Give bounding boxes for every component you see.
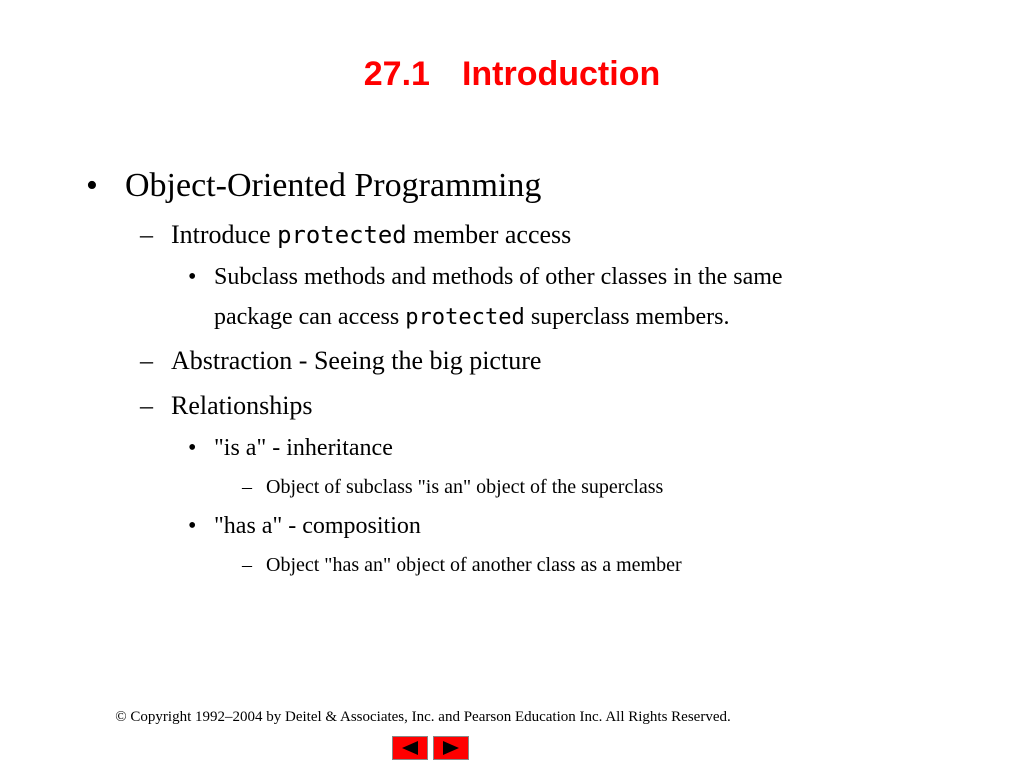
protected-keyword: protected (405, 305, 525, 330)
title-text: Introduction (461, 55, 661, 93)
dash-marker: – (140, 346, 153, 375)
bullet-abstraction: Abstraction - Seeing the big picture (171, 346, 542, 375)
bullet-is-a: "is a" - inheritance (214, 435, 393, 461)
bullet-subclass-line2 (214, 302, 729, 333)
bullet-marker: • (188, 435, 197, 461)
dash-marker: – (242, 476, 252, 498)
right-arrow-icon (441, 740, 461, 756)
slide-title (0, 52, 1024, 96)
bullet-is-a-detail: Object of subclass "is an" object of the superclass (266, 476, 664, 498)
bullet-oop: Object-Oriented Programming (125, 167, 542, 204)
protected-keyword: protected (277, 221, 407, 249)
next-slide-button[interactable] (433, 736, 469, 760)
bullet-has-a: "has a" - composition (214, 513, 421, 539)
bullet-marker: • (188, 513, 197, 539)
bullet-relationships: Relationships (171, 391, 313, 420)
subclass-post: superclass members. (524, 304, 730, 330)
previous-slide-button[interactable] (392, 736, 428, 760)
dash-marker: – (242, 554, 252, 576)
dash-marker: – (140, 391, 153, 420)
subclass-pre: package can access (214, 304, 406, 330)
dash-marker: – (140, 220, 153, 249)
section-number: 27.1 (363, 55, 430, 93)
protected-post: member access (406, 220, 572, 249)
copyright-footer: © Copyright 1992–2004 by Deitel & Associates, Inc. and Pearson Education Inc. All Rights Reserved. (115, 709, 731, 725)
bullet-subclass-line1: Subclass methods and methods of other classes in the same (214, 264, 783, 290)
protected-pre: Introduce (171, 220, 278, 249)
bullet-marker: • (86, 167, 98, 204)
bullet-has-a-detail: Object "has an" object of another class as a member (266, 554, 682, 576)
bullet-marker: • (188, 264, 197, 290)
bullet-protected (171, 219, 571, 251)
left-arrow-icon (400, 740, 420, 756)
